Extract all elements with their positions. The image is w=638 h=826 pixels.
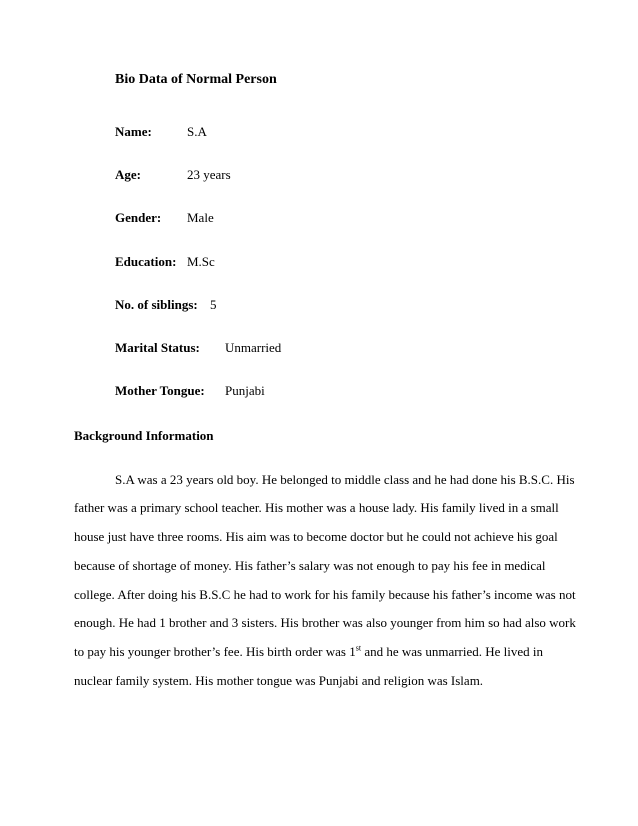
field-label-mother-tongue: Mother Tongue: bbox=[115, 383, 205, 398]
field-value-age: 23 years bbox=[187, 167, 231, 182]
field-value-marital-status: Unmarried bbox=[225, 340, 282, 355]
paragraph-line: enough. He had 1 brother and 3 sisters. His brother was also younger from him so had also work bbox=[74, 615, 576, 630]
paragraph-line: nuclear family system. His mother tongue was Punjabi and religion was Islam. bbox=[74, 673, 484, 688]
page-title: Bio Data of Normal Person bbox=[115, 72, 277, 87]
section-heading: Background Information bbox=[74, 428, 214, 443]
paragraph-line-text: to pay his younger brother’s fee. His birth order was 1 bbox=[74, 644, 356, 659]
paragraph-line: house just have three rooms. His aim was to become doctor but he could not achieve his goal bbox=[74, 529, 558, 544]
field-value-mother-tongue: Punjabi bbox=[225, 383, 265, 398]
field-label-marital-status: Marital Status: bbox=[115, 340, 200, 355]
field-label-gender: Gender: bbox=[115, 210, 162, 225]
paragraph-line: because of shortage of money. His father’s salary was not enough to pay his fee in medical bbox=[74, 558, 546, 573]
field-label-siblings: No. of siblings: bbox=[115, 297, 198, 312]
field-label-education: Education: bbox=[115, 254, 177, 269]
paragraph-line: college. After doing his B.S.C he had to work for his family because his father’s income was not bbox=[74, 587, 576, 602]
field-value-siblings: 5 bbox=[210, 297, 217, 312]
paragraph-line: S.A was a 23 years old boy. He belonged to middle class and he had done his B.S.C. His bbox=[115, 472, 575, 487]
field-value-education: M.Sc bbox=[187, 254, 215, 269]
field-label-name: Name: bbox=[115, 124, 152, 139]
field-value-gender: Male bbox=[187, 210, 214, 225]
paragraph-line-tail: and he was unmarried. He lived in bbox=[361, 644, 544, 659]
field-value-name: S.A bbox=[187, 124, 207, 139]
paragraph-line: father was a primary school teacher. His mother was a house lady. His family lived in a small bbox=[74, 500, 559, 515]
ordinal-suffix: st bbox=[355, 643, 362, 653]
paragraph-line bbox=[74, 644, 543, 660]
field-label-age: Age: bbox=[115, 167, 141, 182]
